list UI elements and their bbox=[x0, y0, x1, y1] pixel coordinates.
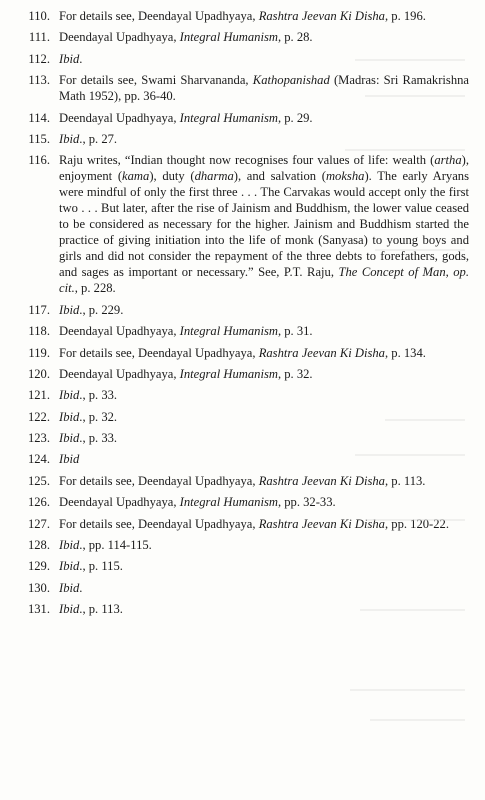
endnote-number: 122. bbox=[27, 409, 50, 424]
italic-title: dharma bbox=[194, 169, 234, 184]
endnote-text bbox=[59, 473, 469, 489]
endnote-number: 128. bbox=[27, 538, 50, 553]
text-run: , pp. 32-33. bbox=[277, 495, 336, 510]
endnote-number: 127. bbox=[27, 516, 50, 531]
endnote-number: 118. bbox=[28, 324, 50, 339]
endnote-item bbox=[22, 131, 469, 147]
endnote-item bbox=[22, 516, 469, 532]
italic-title: Ibid bbox=[59, 559, 80, 574]
endnote-number: 113. bbox=[28, 73, 50, 88]
text-run: , p. 228. bbox=[74, 281, 116, 296]
endnote-number: 116. bbox=[28, 153, 50, 168]
text-run: ., p. 229. bbox=[79, 302, 124, 317]
endnote-item bbox=[22, 302, 469, 318]
text-run: Deendayal Upadhyaya, bbox=[59, 366, 180, 381]
text-run: . bbox=[79, 51, 83, 66]
endnote-number: 129. bbox=[27, 559, 50, 574]
endnote-number: 125. bbox=[27, 473, 50, 488]
endnote-text bbox=[59, 152, 469, 296]
endnote-number: 114. bbox=[28, 110, 50, 125]
text-run: Deendayal Upadhyaya, bbox=[59, 30, 180, 45]
text-run: For details see, Deendayal Upadhyaya, bbox=[59, 516, 259, 531]
endnote-number: 126. bbox=[27, 495, 50, 510]
text-run: ., p. 115. bbox=[79, 559, 123, 574]
text-run: . bbox=[79, 580, 83, 595]
endnote-number: 110. bbox=[28, 9, 50, 23]
text-run: , p. 32. bbox=[277, 366, 313, 381]
text-run: ., p. 27. bbox=[79, 131, 118, 146]
text-run: , pp. 120-22. bbox=[384, 516, 449, 531]
endnote-item bbox=[22, 8, 469, 24]
text-run: Deendayal Upadhyaya, bbox=[59, 324, 180, 339]
italic-title: The Concept of Man, op. cit. bbox=[59, 265, 469, 296]
endnote-text bbox=[59, 8, 469, 24]
endnote-number: 130. bbox=[27, 580, 50, 595]
endnote-item bbox=[22, 72, 469, 104]
endnote-item bbox=[22, 29, 469, 45]
italic-title: Ibid bbox=[59, 131, 80, 146]
endnote-item bbox=[22, 387, 469, 403]
italic-title: Ibid bbox=[59, 302, 80, 317]
endnote-number: 117. bbox=[28, 302, 50, 317]
italic-title: Ibid bbox=[59, 602, 80, 617]
endnote-item bbox=[22, 494, 469, 510]
endnote-number: 111. bbox=[28, 30, 50, 45]
endnote-number: 112. bbox=[28, 51, 50, 66]
italic-title: Ibid bbox=[59, 580, 80, 595]
text-run: ., p. 113. bbox=[79, 602, 123, 617]
endnote-item bbox=[22, 430, 469, 446]
endnote-text bbox=[59, 494, 469, 510]
text-run: , p. 29. bbox=[277, 110, 313, 125]
text-run: Deendayal Upadhyaya, bbox=[59, 495, 180, 510]
endnote-text bbox=[59, 580, 469, 596]
italic-title: artha bbox=[434, 153, 462, 168]
endnote-text bbox=[59, 516, 469, 532]
text-run: For details see, Deendayal Upadhyaya, bbox=[59, 345, 259, 360]
text-run: Deendayal Upadhyaya, bbox=[59, 110, 180, 125]
endnote-item bbox=[22, 323, 469, 339]
italic-title: Integral Humanism bbox=[179, 324, 278, 339]
endnote-text bbox=[59, 345, 469, 361]
endnote-item bbox=[22, 601, 469, 617]
endnote-item bbox=[22, 473, 469, 489]
italic-title: Integral Humanism bbox=[179, 30, 278, 45]
text-run: , p. 113. bbox=[384, 473, 426, 488]
text-run: ). The early Aryans were mindful of only the first three . . . The Carvakas would accept only the first two . . . But later, after the rise of Jainism and Buddhism, the lower value ceased to be considered as necessary for the higher. Jainism and Buddhism started the practice of giving initiation into the life of monk (Sanyasa) to young boys and girls and did not consider the repayment of the three debts to forefathers, gods, and sages as important or necessary.” See, P.T. Raju, bbox=[59, 169, 469, 280]
italic-title: Integral Humanism bbox=[179, 110, 278, 125]
italic-title: Ibid bbox=[59, 431, 80, 446]
endnote-number: 119. bbox=[28, 345, 50, 360]
endnote-text bbox=[59, 110, 469, 126]
endnote-item bbox=[22, 110, 469, 126]
text-run: ), and salvation ( bbox=[233, 169, 326, 184]
text-run: ., p. 32. bbox=[79, 409, 118, 424]
italic-title: Ibid bbox=[59, 409, 80, 424]
endnote-text bbox=[59, 409, 469, 425]
endnote-text bbox=[59, 387, 469, 403]
italic-title: Ibid bbox=[59, 538, 80, 553]
text-run: , p. 196. bbox=[384, 9, 426, 23]
endnote-number: 115. bbox=[28, 131, 50, 146]
endnote-item bbox=[22, 51, 469, 67]
italic-title: Ibid bbox=[59, 452, 80, 467]
endnote-text bbox=[59, 29, 469, 45]
italic-title: Kathopanishad bbox=[252, 73, 330, 88]
endnote-number: 123. bbox=[27, 431, 50, 446]
italic-title: Rashtra Jeevan Ki Disha bbox=[258, 9, 385, 23]
text-run: ., pp. 114-115. bbox=[79, 538, 152, 553]
endnote-text bbox=[59, 601, 469, 617]
endnote-item bbox=[22, 537, 469, 553]
endnote-item bbox=[22, 451, 469, 467]
endnote-item bbox=[22, 152, 469, 296]
endnote-text bbox=[59, 537, 469, 553]
italic-title: Rashtra Jeevan Ki Disha bbox=[258, 516, 385, 531]
endnote-item bbox=[22, 366, 469, 382]
endnote-number: 131. bbox=[27, 602, 50, 617]
endnote-number: 120. bbox=[27, 366, 50, 381]
italic-title: kama bbox=[122, 169, 150, 184]
text-run: ., p. 33. bbox=[79, 388, 118, 403]
italic-title: Ibid bbox=[59, 388, 80, 403]
endnote-text bbox=[59, 51, 469, 67]
endnote-text bbox=[59, 451, 469, 467]
endnote-number: 124. bbox=[27, 452, 50, 467]
endnote-item bbox=[22, 409, 469, 425]
text-run: For details see, Deendayal Upadhyaya, bbox=[59, 9, 259, 23]
text-run: , p. 31. bbox=[277, 324, 313, 339]
text-run: Raju writes, “Indian thought now recognises four values of life: wealth ( bbox=[59, 153, 435, 168]
endnote-text bbox=[59, 430, 469, 446]
text-run: For details see, Deendayal Upadhyaya, bbox=[59, 473, 259, 488]
endnote-item bbox=[22, 345, 469, 361]
text-run: , p. 134. bbox=[384, 345, 426, 360]
text-run: , p. 28. bbox=[277, 30, 313, 45]
endnote-item bbox=[22, 580, 469, 596]
endnote-text bbox=[59, 72, 469, 104]
italic-title: Integral Humanism bbox=[179, 495, 278, 510]
endnote-text bbox=[59, 366, 469, 382]
text-run: (Madras: Sri Ramakrishna Math 1952), pp. 36-40. bbox=[59, 73, 469, 104]
italic-title: Ibid bbox=[59, 51, 80, 66]
endnote-text bbox=[59, 558, 469, 574]
italic-title: Rashtra Jeevan Ki Disha bbox=[258, 473, 385, 488]
endnotes-list bbox=[22, 8, 469, 617]
text-run: ), enjoyment ( bbox=[59, 153, 469, 184]
text-run: ), duty ( bbox=[149, 169, 195, 184]
endnote-text bbox=[59, 323, 469, 339]
endnote-text bbox=[59, 302, 469, 318]
italic-title: Rashtra Jeevan Ki Disha bbox=[258, 345, 385, 360]
endnote-item bbox=[22, 558, 469, 574]
endnote-number: 121. bbox=[27, 388, 50, 403]
italic-title: moksha bbox=[325, 169, 365, 184]
italic-title: Integral Humanism bbox=[179, 366, 278, 381]
text-run: For details see, Swami Sharvananda, bbox=[59, 73, 253, 88]
text-run: ., p. 33. bbox=[79, 431, 118, 446]
endnote-text bbox=[59, 131, 469, 147]
